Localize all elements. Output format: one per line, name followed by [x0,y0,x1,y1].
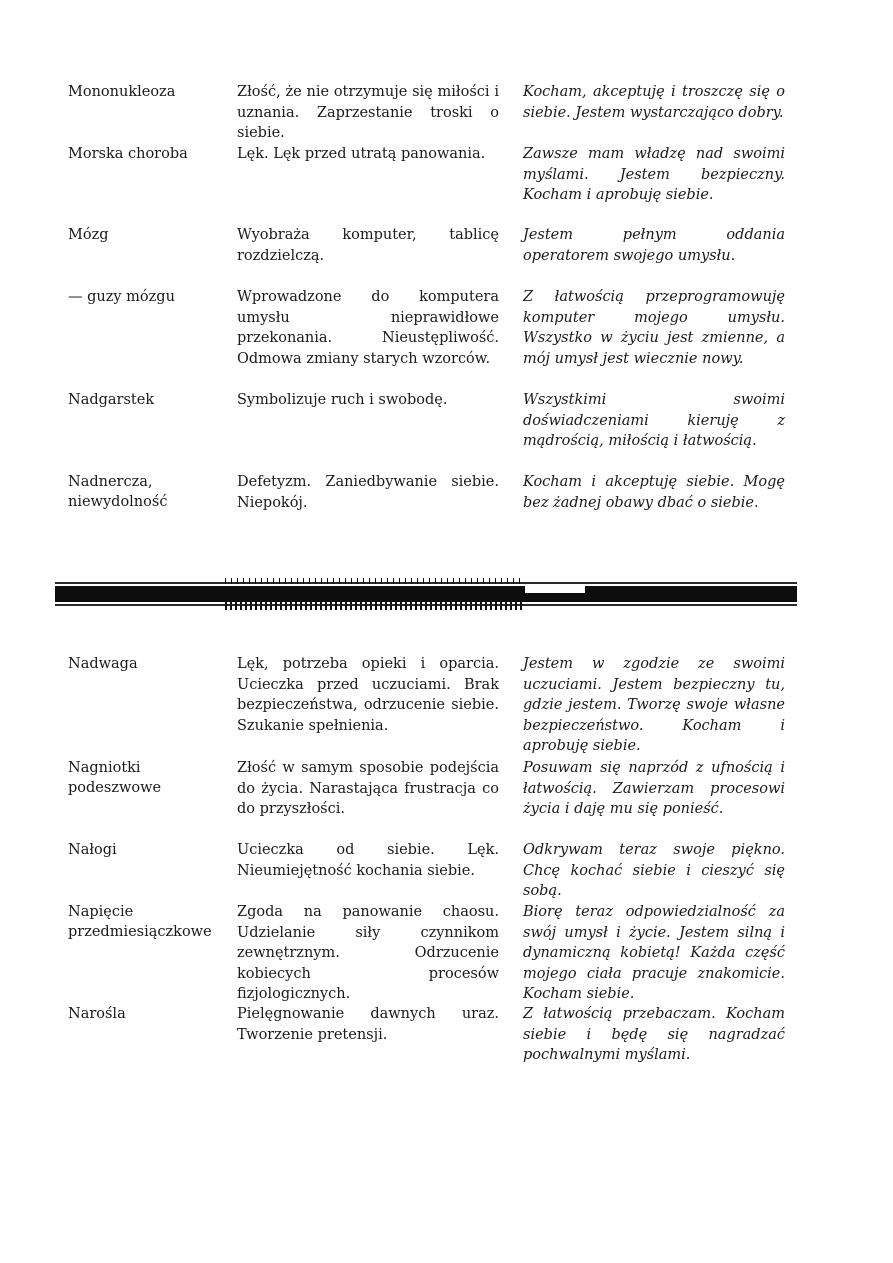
entry-cause: Lęk. Lęk przed utratą panowania. [237,146,486,162]
entry-affirmation: Jestem w zgodzie ze swoimi uczuciami. Jestem bezpieczny tu, gdzie jestem. Tworzę swoje własne bezpieczeństwo. Kocham i aprobuję siebie. [523,656,785,754]
entry-affirmation: Wszystkimi swoimi doświadczeniami kieruję z mądrością, miłością i łatwością. [523,392,785,449]
entry-cause: Złość w samym sposobie podejścia do życia. Narastająca frustracja co do przyszłości. [237,760,499,817]
entry-affirmation: Kocham, akceptuję i troszczę się o siebie. Jestem wystarczająco dobry. [523,84,785,121]
entry-term: Mózg [68,227,109,243]
entry-affirmation: Z łatwością przeprogramowuję komputer mojego umysłu. Wszystko w życiu jest zmienne, a mój umysł jest wiecznie nowy. [523,289,785,367]
entry-term: Nagniotki podeszwowe [68,760,162,796]
entry-term: Morska choroba [68,146,188,162]
divider-noise [225,578,525,584]
entry-term: Mononukleoza [68,84,176,100]
entry-cause: Lęk, potrzeba opieki i oparcia. Ucieczka przed uczuciami. Brak bezpieczeństwa, odrzucenie siebie. Szukanie spełnienia. [237,656,499,734]
entry-affirmation: Odkrywam teraz swoje piękno. Chcę kochać siebie i cieszyć się sobą. [523,842,785,899]
entry-term: Nadwaga [68,656,138,672]
divider-gap [525,586,585,593]
entry-term: Narośla [68,1006,126,1022]
entry-affirmation: Zawsze mam władzę nad swoimi myślami. Jestem bezpieczny. Kocham i aprobuję siebie. [523,146,785,203]
entry-term: — guzy mózgu [68,289,175,305]
entry-affirmation: Posuwam się naprzód z ufnością i łatwością. Zawierzam procesowi życia i daję mu się ponieść. [523,760,785,817]
entry-cause: Złość, że nie otrzymuje się miłości i uznania. Zaprzestanie troski o siebie. [237,84,499,141]
divider-noise [225,600,525,610]
entry-cause: Defetyzm. Zaniedbywanie siebie. Niepokój. [237,474,499,511]
entry-affirmation: Kocham i akceptuję siebie. Mogę bez żadnej obawy dbać o siebie. [523,474,785,511]
entry-cause: Ucieczka od siebie. Lęk. Nieumiejętność kochania siebie. [237,842,499,879]
entry-term: Napięcie przedmiesiączkowe [68,904,212,940]
entry-affirmation: Jestem pełnym oddania operatorem swojego umysłu. [523,227,785,264]
entry-term: Nałogi [68,842,117,858]
entry-cause: Wprowadzone do komputera umysłu nieprawidłowe przekonania. Nieustępliwość. Odmowa zmiany starych wzorców. [237,289,499,367]
entry-cause: Zgoda na panowanie chaosu. Udzielanie siły czynnikom zewnętrznym. Odrzucenie kobiecych procesów fizjologicznych. [237,904,499,1002]
entry-cause: Wyobraża komputer, tablicę rozdzielczą. [237,227,499,264]
entry-affirmation: Z łatwością przebaczam. Kocham siebie i będę się nagradzać pochwalnymi myślami. [523,1006,785,1063]
entry-cause: Pielęgnowanie dawnych uraz. Tworzenie pretensji. [237,1006,499,1043]
entry-term: Nadgarstek [68,392,155,408]
entry-cause: Symbolizuje ruch i swobodę. [237,392,448,408]
entry-affirmation: Biorę teraz odpowiedzialność za swój umysł i życie. Jestem silną i dynamiczną kobietą! Każda część mojego ciała pracuje znakomicie. Kocham siebie. [523,904,785,1002]
entry-term: Nadnercza, niewydolność [68,474,168,510]
scan-divider-bar [55,580,797,608]
